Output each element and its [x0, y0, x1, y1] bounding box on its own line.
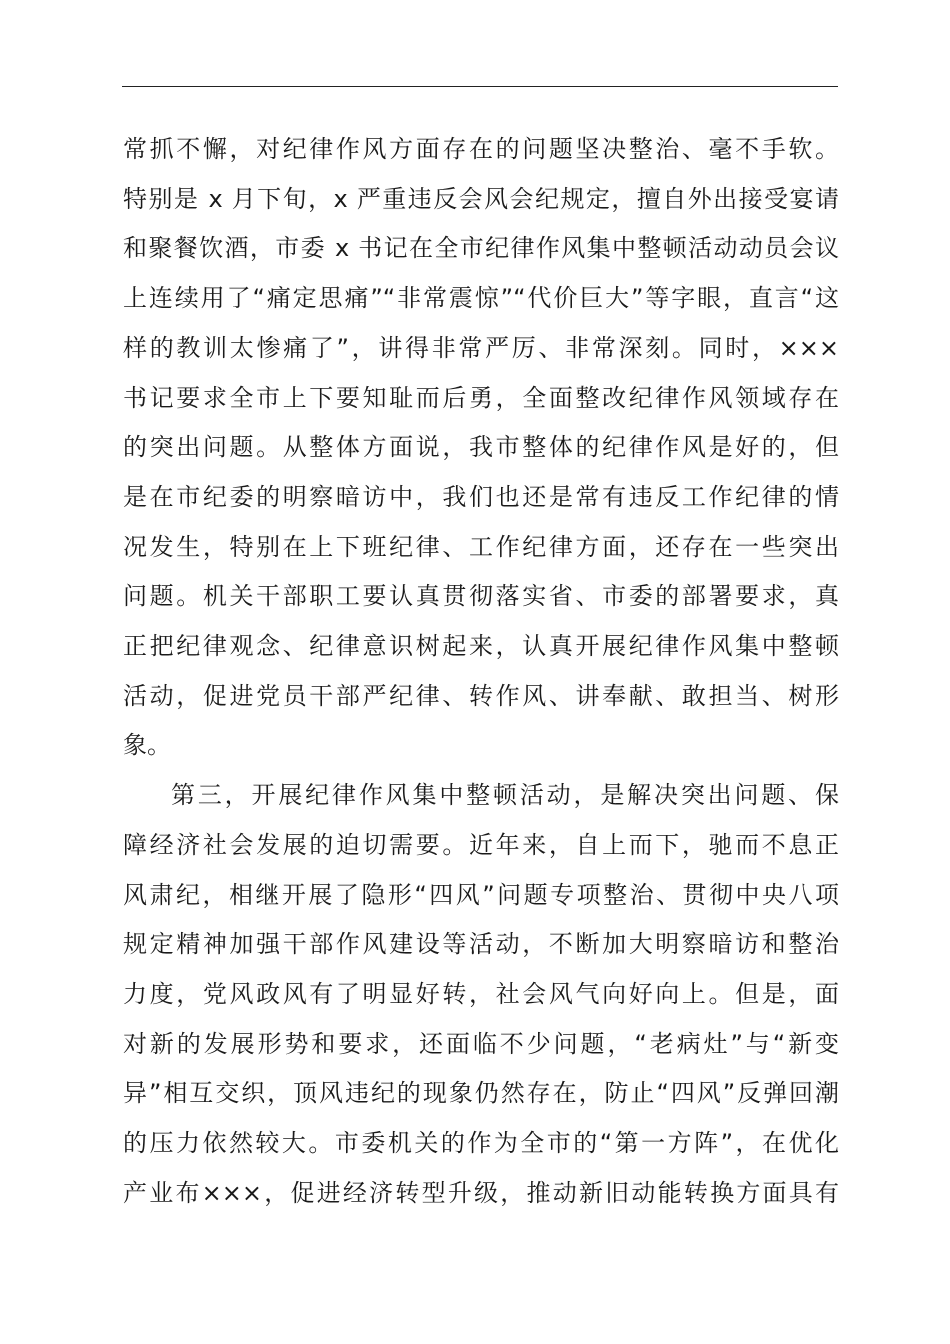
text-line: 象。 [123, 731, 171, 759]
text-line: 风肃纪，相继开展了隐形“四风”问题专项整治、贯彻中央八项 [123, 881, 839, 909]
text-line: 活动，促进党员干部严纪律、转作风、讲奉献、敢担当、树形 [123, 682, 839, 710]
text-line: 对新的发展形势和要求，还面临不少问题，“老病灶”与“新变 [123, 1030, 839, 1058]
text-line: 况发生，特别在上下班纪律、工作纪律方面，还存在一些突出 [123, 533, 839, 561]
text-line: 上连续用了“痛定思痛”“非常震惊”“代价巨大”等字眼，直言“这 [123, 284, 839, 312]
text-line: 的突出问题。从整体方面说，我市整体的纪律作风是好的，但 [123, 433, 839, 461]
text-line: 问题。机关干部职工要认真贯彻落实省、市委的部署要求，真 [123, 582, 839, 610]
text-line: 常抓不懈，对纪律作风方面存在的问题坚决整治、毫不手软。 [123, 135, 839, 163]
text-line: 障经济社会发展的迫切需要。近年来，自上而下，驰而不息正 [123, 831, 839, 859]
text-line: 规定精神加强干部作风建设等活动，不断加大明察暗访和整治 [123, 930, 839, 958]
text-line: 书记要求全市上下要知耻而后勇，全面整改纪律作风领域存在 [123, 384, 839, 412]
text-line: 正把纪律观念、纪律意识树起来，认真开展纪律作风集中整顿 [123, 632, 839, 660]
text-line: 的压力依然较大。市委机关的作为全市的“第一方阵”，在优化 [123, 1129, 839, 1157]
text-line: 异”相互交织，顶风违纪的现象仍然存在，防止“四风”反弹回潮 [123, 1079, 839, 1107]
text-line: 和聚餐饮酒，市委 x 书记在全市纪律作风集中整顿活动动员会议 [123, 234, 839, 262]
text-line: 是在市纪委的明察暗访中，我们也还是常有违反工作纪律的情 [123, 483, 839, 511]
text-line: 特别是 x 月下旬，x 严重违反会风会纪规定，擅自外出接受宴请 [123, 185, 839, 213]
header-rule [122, 86, 838, 87]
text-line: 样的教训太惨痛了”，讲得非常严厉、非常深刻。同时，××× [123, 334, 839, 362]
paragraph-start-line: 第三，开展纪律作风集中整顿活动，是解决突出问题、保 [171, 781, 839, 809]
text-line: 产业布×××，促进经济转型升级，推动新旧动能转换方面具有 [123, 1179, 839, 1207]
text-line: 力度，党风政风有了明显好转，社会风气向好向上。但是，面 [123, 980, 839, 1008]
